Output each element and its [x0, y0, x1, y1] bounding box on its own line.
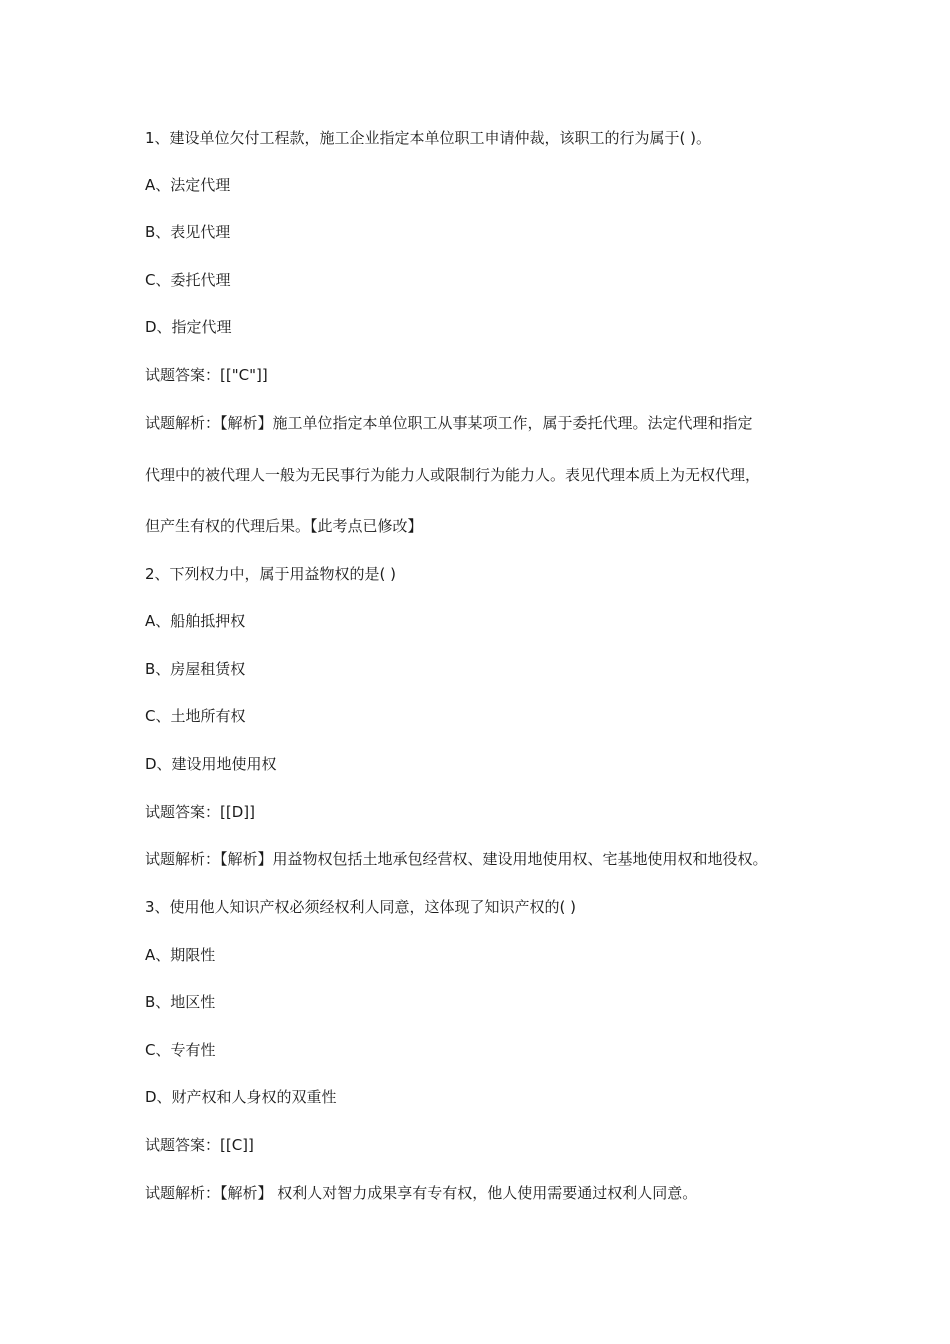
question-1-analysis-line-3: 但产生有权的代理后果。【此考点已修改】 [145, 517, 423, 535]
question-3-option-a: A、期限性 [145, 946, 216, 964]
question-2-option-b: B、房屋租赁权 [145, 660, 246, 678]
question-3-option-d: D、财产权和人身权的双重性 [145, 1088, 337, 1106]
question-2-option-a: A、船舶抵押权 [145, 612, 246, 630]
question-1-option-b: B、表见代理 [145, 223, 231, 241]
question-2-analysis-line-1: 试题解析：【解析】用益物权包括土地承包经营权、建设用地使用权、宅基地使用权和地役权。 [145, 850, 768, 868]
question-1-option-a: A、法定代理 [145, 176, 231, 194]
question-2-option-c: C、土地所有权 [145, 707, 246, 725]
question-1-analysis-line-2: 代理中的被代理人一般为无民事行为能力人或限制行为能力人。表见代理本质上为无权代理， [145, 466, 761, 484]
question-2-answer: 试题答案：[[D]] [145, 803, 255, 821]
question-2-option-d: D、建设用地使用权 [145, 755, 277, 773]
question-1-answer: 试题答案：[["C"]] [145, 366, 268, 384]
question-3-stem: 3、使用他人知识产权必须经权利人同意，这体现了知识产权的( ) [145, 898, 577, 916]
question-1-analysis-line-1: 试题解析：【解析】施工单位指定本单位职工从事某项工作，属于委托代理。法定代理和指定 [145, 414, 753, 432]
question-2-stem: 2、下列权力中，属于用益物权的是( ) [145, 565, 397, 583]
question-1-stem: 1、建设单位欠付工程款，施工企业指定本单位职工申请仲裁，该职工的行为属于( )。 [145, 129, 712, 147]
question-1-option-d: D、指定代理 [145, 318, 232, 336]
question-3-option-c: C、专有性 [145, 1041, 216, 1059]
question-3-option-b: B、地区性 [145, 993, 216, 1011]
question-3-answer: 试题答案：[[C]] [145, 1136, 254, 1154]
question-3-analysis-line-1: 试题解析：【解析】 权利人对智力成果享有专有权，他人使用需要通过权利人同意。 [145, 1184, 698, 1202]
question-1-option-c: C、委托代理 [145, 271, 231, 289]
